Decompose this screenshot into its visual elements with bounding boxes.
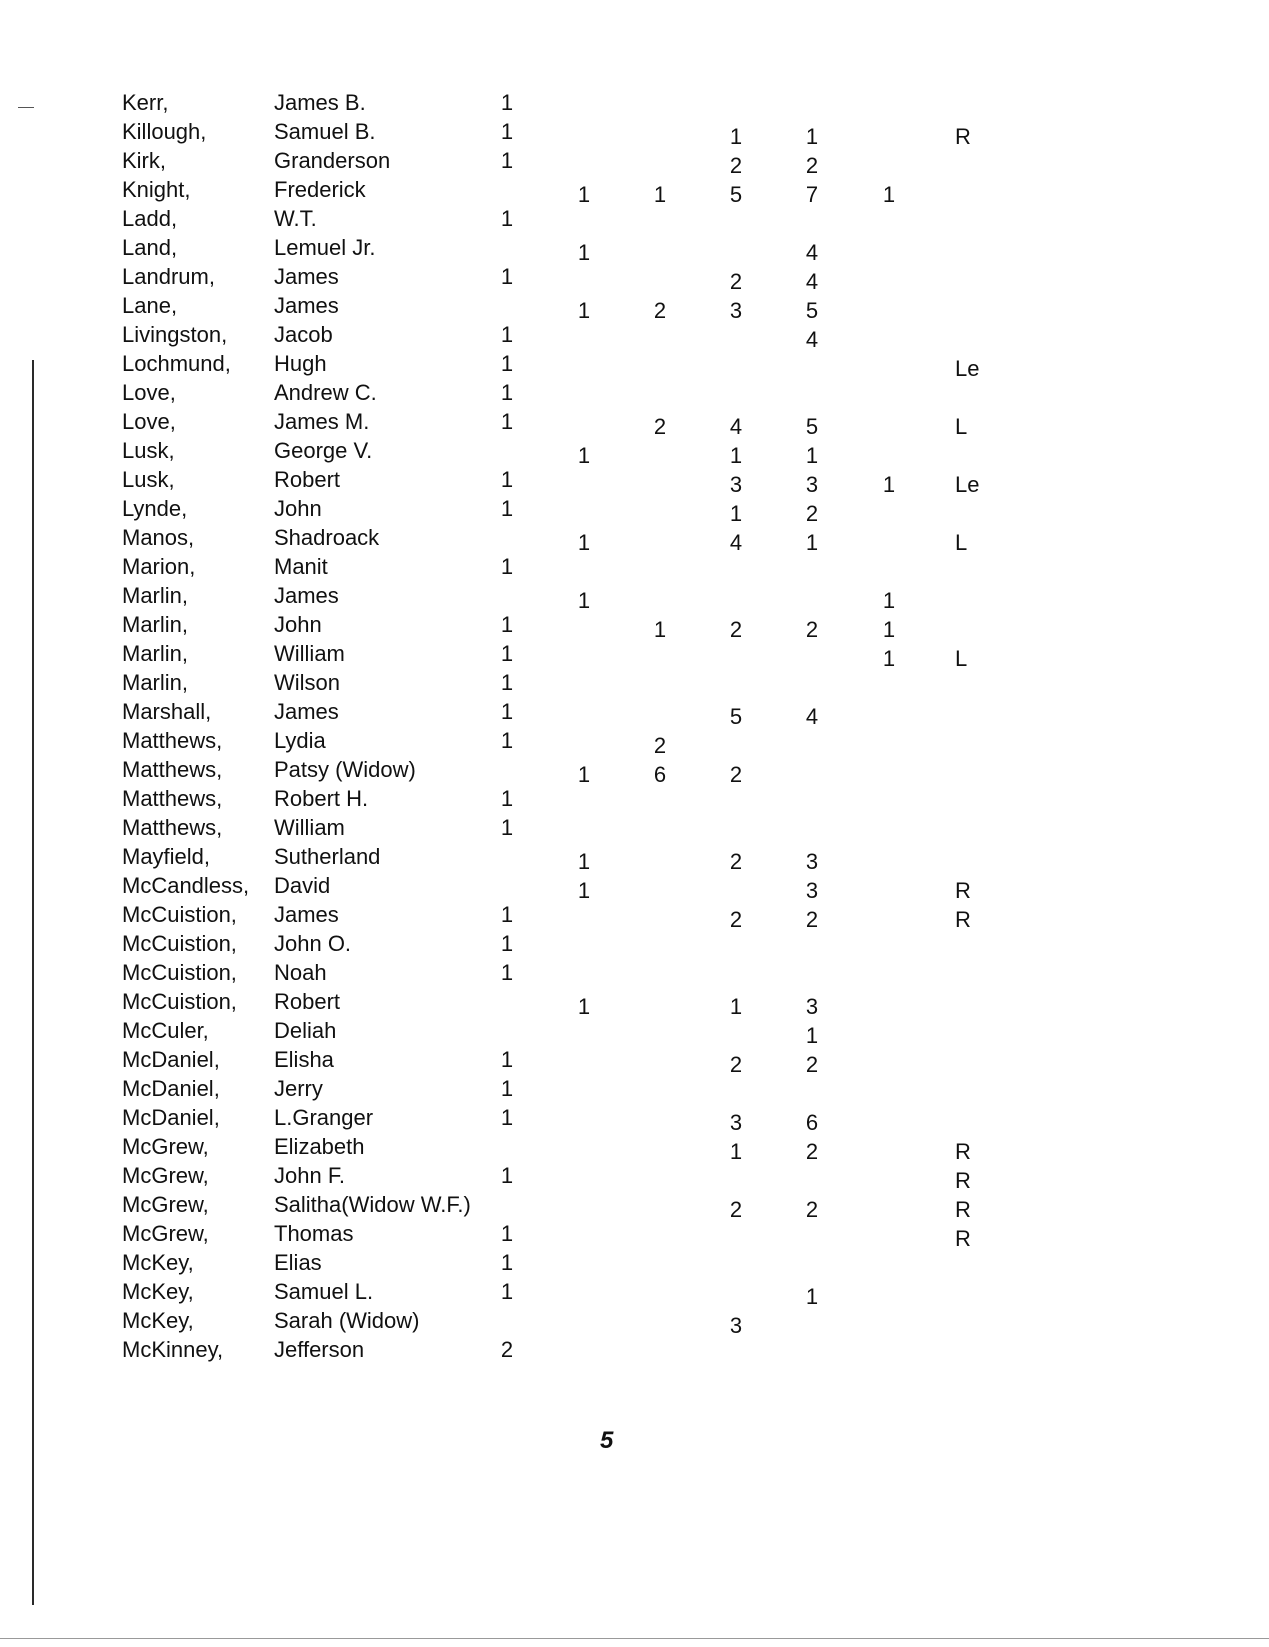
surname-cell: Matthews, [122,728,223,753]
table-row [0,175,1269,207]
surname-cell: McCuistion, [122,902,237,927]
count-cell-4: 3 [729,1313,743,1338]
given-name-cell: James [274,902,339,927]
count-cell-3: 1 [653,182,667,207]
count-cell-4: 2 [729,1052,743,1077]
table-row [0,262,1269,294]
count-cell-4: 1 [729,443,743,468]
given-name-cell: George V. [274,438,373,463]
given-name-cell: Andrew C. [274,380,377,405]
count-cell-2: 1 [577,994,591,1019]
surname-cell: McGrew, [122,1134,209,1159]
table-row [0,581,1269,613]
table-row [0,958,1269,987]
table-row [0,1103,1269,1135]
count-cell-1: 1 [500,467,514,492]
surname-cell: Livingston, [122,322,228,347]
given-name-cell: James [274,699,339,724]
surname-cell: McKey, [122,1308,194,1333]
count-cell-2: 1 [577,878,591,903]
table-row [0,1132,1269,1164]
count-cell-2: 1 [577,762,591,787]
count-cell-3: 2 [653,414,667,439]
table-row [0,378,1269,407]
given-name-cell: Elias [274,1250,322,1275]
count-cell-2: 1 [577,298,591,323]
surname-cell: Knight, [122,177,191,202]
table-row [0,552,1269,581]
count-cell-5: 3 [805,878,819,903]
given-name-cell: Lemuel Jr. [274,235,376,260]
count-cell-4: 1 [729,124,743,149]
surname-cell: Marion, [122,554,196,579]
surname-cell: Matthews, [122,757,223,782]
given-name-cell: Robert [274,989,341,1014]
given-name-cell: Salitha(Widow W.F.) [274,1192,471,1217]
count-cell-5: 5 [805,414,819,439]
note-cell: Le [955,472,980,497]
count-cell-1: 1 [500,786,514,811]
surname-cell: McCandless, [122,873,250,898]
surname-cell: Marlin, [122,583,189,608]
surname-cell: Lynde, [122,496,188,521]
surname-cell: Kerr, [122,90,169,115]
surname-cell: Marlin, [122,670,189,695]
count-cell-1: 1 [500,960,514,985]
surname-cell: Lusk, [122,467,175,492]
count-cell-5: 2 [805,617,819,642]
count-cell-5: 6 [805,1110,819,1135]
note-cell: R [955,1226,971,1251]
surname-cell: McKey, [122,1250,194,1275]
given-name-cell: W.T. [274,206,317,231]
table-row [0,204,1269,233]
given-name-cell: John [274,612,322,637]
table-row [0,1074,1269,1103]
given-name-cell: Samuel B. [274,119,376,144]
table-row [0,88,1269,117]
count-cell-4: 3 [729,1110,743,1135]
count-cell-2: 1 [577,240,591,265]
count-cell-1: 1 [500,206,514,231]
count-cell-5: 1 [805,443,819,468]
given-name-cell: Wilson [274,670,341,695]
count-cell-1: 1 [500,670,514,695]
table-row [0,668,1269,697]
note-cell: L [955,530,968,555]
surname-cell: Lusk, [122,438,175,463]
table-row [0,1016,1269,1048]
scan-bottom-line [0,1638,1269,1639]
given-name-cell: Hugh [274,351,327,376]
surname-cell: McGrew, [122,1163,209,1188]
surname-cell: Marlin, [122,612,189,637]
count-cell-4: 3 [729,472,743,497]
table-row [0,1045,1269,1077]
table-row [0,291,1269,323]
table-row [0,1190,1269,1222]
note-cell: L [955,646,968,671]
count-cell-4: 4 [729,414,743,439]
count-cell-5: 3 [805,472,819,497]
surname-cell: McGrew, [122,1192,209,1217]
count-cell-2: 1 [577,849,591,874]
count-cell-5: 2 [805,1052,819,1077]
count-cell-1: 1 [500,1076,514,1101]
surname-cell: Lochmund, [122,351,231,376]
given-name-cell: Samuel L. [274,1279,374,1304]
given-name-cell: John [274,496,322,521]
count-cell-5: 1 [805,1284,819,1309]
given-name-cell: Robert H. [274,786,369,811]
note-cell: R [955,1197,971,1222]
count-cell-5: 2 [805,153,819,178]
table-row [0,842,1269,874]
table-row [0,871,1269,903]
count-cell-1: 1 [500,90,514,115]
count-cell-4: 3 [729,298,743,323]
count-cell-6: 1 [882,617,896,642]
count-cell-1: 1 [500,1279,514,1304]
page-number: 5 [600,1427,614,1454]
count-cell-5: 1 [805,1023,819,1048]
count-cell-5: 1 [805,530,819,555]
surname-cell: McCuistion, [122,931,237,956]
count-cell-4: 1 [729,1139,743,1164]
given-name-cell: Sutherland [274,844,381,869]
given-name-cell: James [274,293,339,318]
note-cell: R [955,1139,971,1164]
surname-cell: McGrew, [122,1221,209,1246]
given-name-cell: William [274,815,345,840]
surname-cell: McDaniel, [122,1076,220,1101]
table-row [0,1219,1269,1251]
table-row [0,813,1269,842]
table-row [0,494,1269,526]
surname-cell: McCuistion, [122,989,237,1014]
note-cell: R [955,907,971,932]
count-cell-1: 1 [500,1047,514,1072]
table-row [0,639,1269,671]
count-cell-5: 3 [805,849,819,874]
count-cell-1: 1 [500,554,514,579]
count-cell-1: 1 [500,815,514,840]
table-row [0,1306,1269,1338]
count-cell-1: 1 [500,351,514,376]
given-name-cell: David [274,873,331,898]
count-cell-2: 1 [577,588,591,613]
count-cell-6: 1 [882,588,896,613]
given-name-cell: Noah [274,960,327,985]
table-row [0,436,1269,468]
count-cell-1: 1 [500,699,514,724]
count-cell-4: 5 [729,704,743,729]
count-cell-5: 5 [805,298,819,323]
given-name-cell: Manit [274,554,328,579]
given-name-cell: James M. [274,409,370,434]
surname-cell: Land, [122,235,178,260]
count-cell-3: 2 [653,298,667,323]
count-cell-2: 1 [577,182,591,207]
count-cell-1: 1 [500,612,514,637]
count-cell-6: 1 [882,646,896,671]
count-cell-5: 2 [805,1139,819,1164]
table-row [0,1161,1269,1193]
note-cell: L [955,414,968,439]
surname-cell: Matthews, [122,786,223,811]
count-cell-1: 1 [500,119,514,144]
count-cell-4: 2 [729,153,743,178]
given-name-cell: Shadroack [274,525,380,550]
surname-cell: Ladd, [122,206,178,231]
surname-cell: McKinney, [122,1337,224,1362]
count-cell-3: 1 [653,617,667,642]
table-row [0,1248,1269,1277]
table-row [0,697,1269,729]
count-cell-1: 1 [500,409,514,434]
table-row [0,1335,1269,1364]
count-cell-3: 6 [653,762,667,787]
table-row [0,146,1269,178]
count-cell-5: 2 [805,501,819,526]
table-row [0,610,1269,642]
count-cell-2: 1 [577,443,591,468]
given-name-cell: Elizabeth [274,1134,365,1159]
surname-cell: Killough, [122,119,207,144]
count-cell-4: 2 [729,762,743,787]
count-cell-2: 1 [577,530,591,555]
count-cell-5: 4 [805,327,819,352]
surname-cell: Kirk, [122,148,166,173]
given-name-cell: Granderson [274,148,391,173]
surname-cell: McCuler, [122,1018,209,1043]
count-cell-1: 1 [500,902,514,927]
given-name-cell: Patsy (Widow) [274,757,416,782]
given-name-cell: Jacob [274,322,333,347]
count-cell-5: 4 [805,704,819,729]
count-cell-1: 1 [500,1221,514,1246]
count-cell-4: 2 [729,269,743,294]
table-row [0,1277,1269,1309]
count-cell-3: 2 [653,733,667,758]
count-cell-6: 1 [882,182,896,207]
table-row [0,523,1269,555]
surname-cell: Mayfield, [122,844,211,869]
given-name-cell: James B. [274,90,366,115]
count-cell-4: 2 [729,617,743,642]
table-row [0,320,1269,352]
surname-cell: McDaniel, [122,1047,220,1072]
count-cell-5: 2 [805,1197,819,1222]
surname-cell: Landrum, [122,264,215,289]
surname-cell: Manos, [122,525,195,550]
given-name-cell: John O. [274,931,352,956]
surname-cell: Marlin, [122,641,189,666]
table-row [0,407,1269,439]
given-name-cell: Elisha [274,1047,334,1072]
count-cell-1: 1 [500,380,514,405]
surname-cell: Love, [122,380,176,405]
surname-cell: Matthews, [122,815,223,840]
count-cell-4: 5 [729,182,743,207]
surname-cell: McCuistion, [122,960,237,985]
count-cell-4: 2 [729,849,743,874]
table-row [0,349,1269,381]
count-cell-1: 1 [500,931,514,956]
count-cell-5: 7 [805,182,819,207]
count-cell-5: 1 [805,124,819,149]
given-name-cell: L.Granger [274,1105,374,1130]
given-name-cell: Lydia [274,728,326,753]
given-name-cell: James [274,583,339,608]
table-row [0,929,1269,958]
count-cell-1: 1 [500,728,514,753]
count-cell-4: 1 [729,501,743,526]
given-name-cell: John F. [274,1163,345,1188]
count-cell-5: 4 [805,269,819,294]
given-name-cell: Robert [274,467,341,492]
given-name-cell: Frederick [274,177,366,202]
note-cell: R [955,124,971,149]
count-cell-4: 1 [729,994,743,1019]
note-cell: R [955,1168,971,1193]
table-row [0,465,1269,497]
count-cell-1: 2 [500,1337,514,1362]
note-cell: R [955,878,971,903]
count-cell-5: 3 [805,994,819,1019]
given-name-cell: James [274,264,339,289]
count-cell-4: 2 [729,1197,743,1222]
surname-cell: McKey, [122,1279,194,1304]
count-cell-1: 1 [500,322,514,347]
table-row [0,987,1269,1019]
table-row [0,726,1269,758]
surname-cell: Love, [122,409,176,434]
count-cell-5: 4 [805,240,819,265]
table-row [0,117,1269,149]
given-name-cell: Sarah (Widow) [274,1308,420,1333]
given-name-cell: Jefferson [274,1337,365,1362]
given-name-cell: Jerry [274,1076,323,1101]
given-name-cell: Deliah [274,1018,337,1043]
count-cell-1: 1 [500,148,514,173]
count-cell-1: 1 [500,264,514,289]
count-cell-4: 4 [729,530,743,555]
surname-cell: Marshall, [122,699,212,724]
count-cell-1: 1 [500,641,514,666]
note-cell: Le [955,356,980,381]
count-cell-5: 2 [805,907,819,932]
given-name-cell: Thomas [274,1221,354,1246]
count-cell-4: 2 [729,907,743,932]
table-row [0,784,1269,813]
count-cell-6: 1 [882,472,896,497]
table-row [0,755,1269,787]
count-cell-1: 1 [500,1105,514,1130]
surname-cell: Lane, [122,293,178,318]
count-cell-1: 1 [500,1163,514,1188]
given-name-cell: William [274,641,345,666]
table-row [0,900,1269,932]
table-row [0,233,1269,265]
count-cell-1: 1 [500,1250,514,1275]
count-cell-1: 1 [500,496,514,521]
surname-cell: McDaniel, [122,1105,220,1130]
